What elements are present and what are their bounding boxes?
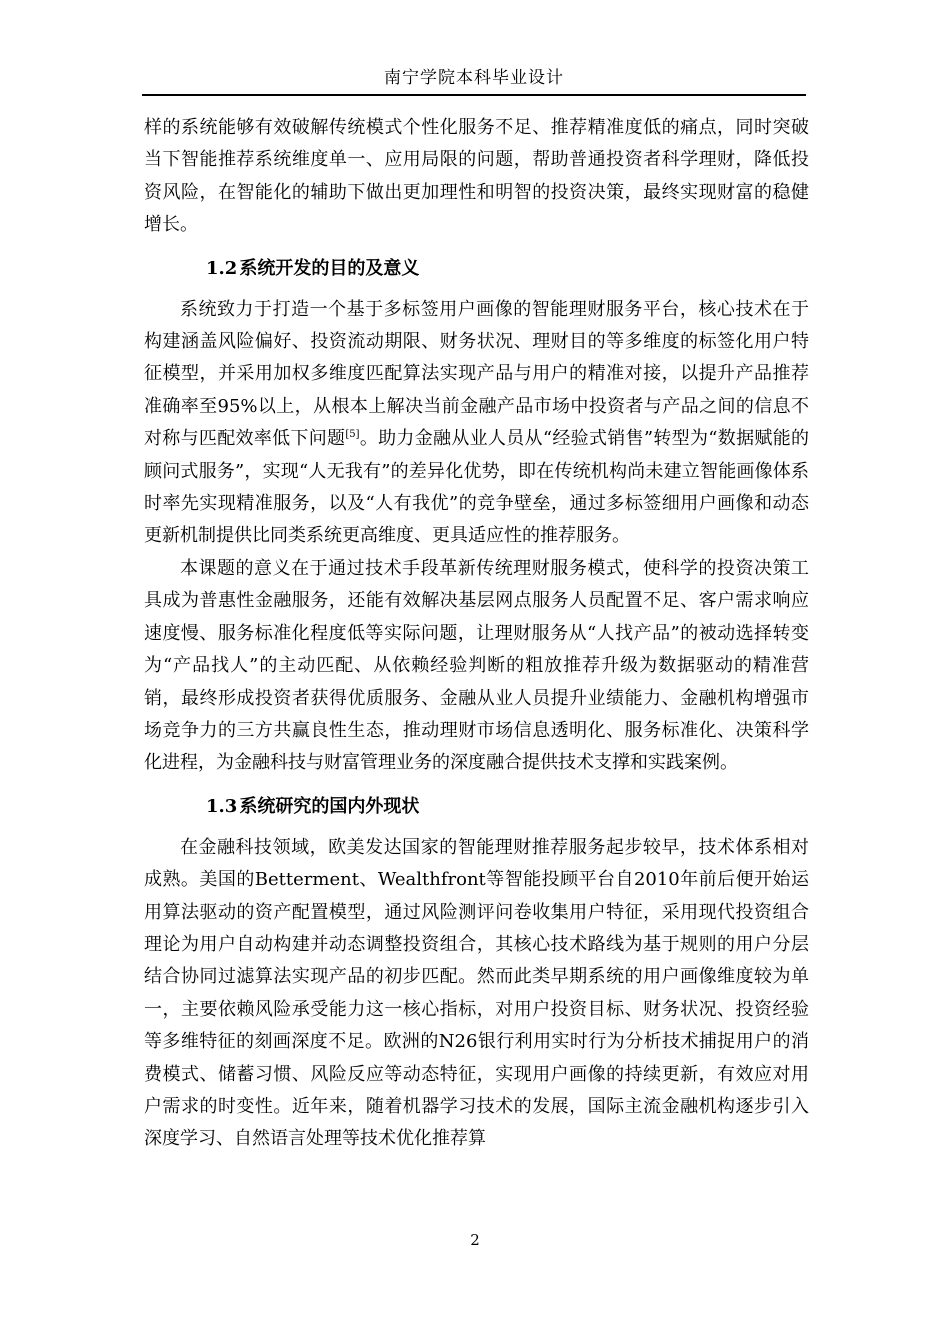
page-number: 2	[470, 1231, 480, 1249]
section-title: 系统研究的国内外现状	[239, 795, 420, 817]
section-number: 1.3	[206, 795, 238, 817]
page-header-title: 南宁学院本科毕业设计	[384, 68, 564, 88]
paragraph-text: 。助力金融从业人员从“经验式销售”转型为“数据赋能的顾问式服务”，实现“人无我有”的差异化优势，即在传统机构尚未建立智能画像体系时率先实现精准服务，以及“人有我优”的竞争壁垒，通过多标签细用户画像和动态更新机制提供比同类系统更高维度、更具适应性的推荐服务。	[144, 428, 810, 547]
page-body	[144, 112, 809, 1156]
section-title: 系统开发的目的及意义	[239, 257, 420, 279]
paragraph-continued: 样的系统能够有效破解传统模式个性化服务不足、推荐精准度低的痛点，同时突破当下智能推荐系统维度单一、应用局限的问题，帮助普通投资者科学理财，降低投资风险，在智能化的辅助下做出更加理性和明智的投资决策，最终实现财富的稳健增长。	[144, 117, 809, 236]
section-heading-1-2	[144, 252, 809, 286]
paragraph-text: 系统致力于打造一个基于多标签用户画像的智能理财服务平台，核心技术在于构建涵盖风险偏好、投资流动期限、财务状况、理财目的等多维度的标签化用户特征模型，并采用加权多维度匹配算法实现产品与用户的精准对接，以提升产品推荐准确率至95%以上，从根本上解决当前金融产品市场中投资者与产品之间的信息不对称与匹配效率低下问题	[144, 298, 809, 450]
paragraph-significance: 本课题的意义在于通过技术手段革新传统理财服务模式，使科学的投资决策工具成为普惠性金融服务，还能有效解决基层网点服务人员配置不足、客户需求响应速度慢、服务标准化程度低等实际问题，让理财服务从“人找产品”的被动选择转变为“产品找人”的主动匹配、从依赖经验判断的粗放推荐升级为数据驱动的精准营销，最终形成投资者获得优质服务、金融从业人员提升业绩能力、金融机构增强市场竞争力的三方共赢良性生态，推动理财市场信息透明化、服务标准化、决策科学化进程，为金融科技与财富管理业务的深度融合提供技术支撑和实践案例。	[144, 557, 809, 774]
header-divider	[142, 94, 806, 96]
citation-reference: [5]	[345, 429, 360, 441]
paragraph-research-status: 在金融科技领域，欧美发达国家的智能理财推荐服务起步较早，技术体系相对成熟。美国的Betterment、Wealthfront等智能投顾平台自2010年前后便开始运用算法驱动的资产配置模型，通过风险测评问卷收集用户特征，采用现代投资组合理论为用户自动构建并动态调整投资组合，其核心技术路线为基于规则的用户分层结合协同过滤算法实现产品的初步匹配。然而此类早期系统的用户画像维度较为单一，主要依赖风险承受能力这一核心指标，对用户投资目标、财务状况、投资经验等多维特征的刻画深度不足。欧洲的N26银行利用实时行为分析技术捕捉用户的消费模式、储蓄习惯、风险反应等动态特征，实现用户画像的持续更新，有效应对用户需求的时变性。近年来，随着机器学习技术的发展，国际主流金融机构逐步引入深度学习、自然语言处理等技术优化推荐算	[144, 836, 809, 1150]
section-number: 1.2	[206, 257, 238, 279]
section-heading-1-3	[144, 790, 809, 824]
paragraph-purpose	[144, 294, 809, 553]
